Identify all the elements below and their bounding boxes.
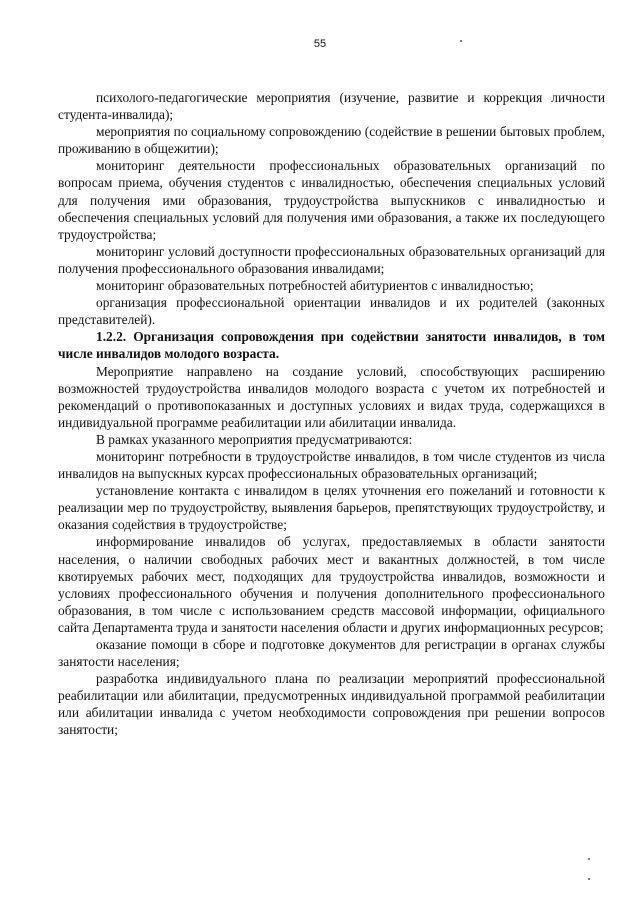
paragraph: информирование инвалидов об услугах, предоставляемых в области занятости населения, о наличии свободных рабочих мест и вакантных должностей, в том числе квотируемых рабочих мест, подходящих для трудоустройства инвалидов, возможности и условиях профессионального обучения и получения дополнительного профессионального образования, в том числе с использованием средств массовой информации, официального сайта Департамента труда и занятости населения области и других информационных ресурсов; — [58, 534, 605, 635]
paragraph: В рамках указанного мероприятия предусматриваются: — [96, 431, 413, 447]
scan-speck — [460, 40, 462, 42]
page-number: 55 — [313, 38, 327, 50]
paragraph: установление контакта с инвалидом в целях уточнения его пожеланий и готовности к реализации мер по трудоустройству, выявления барьеров, препятствующих трудоустройству, и оказания содействия в трудоустройстве; — [58, 483, 605, 533]
paragraph: мероприятия по социальному сопровождению (содействие в решении бытовых проблем, проживанию в общежитии); — [58, 124, 605, 157]
paragraph: мониторинг деятельности профессиональных образовательных организаций по вопросам приема, обучения студентов с инвалидностью, обеспечения специальных условий для получения ими образования, трудоустройства выпускников с инвалидностью и обеспечения специальных условий для получения ими образования, а также их последующего трудоустройства; — [58, 158, 605, 242]
paragraph: мониторинг образовательных потребностей абитуриентов с инвалидностью; — [96, 278, 534, 294]
section-heading: 1.2.2. Организация сопровождения при содействии занятости инвалидов, в том числе инвалидов молодого возраста. — [58, 329, 605, 362]
paragraph: разработка индивидуального плана по реализации мероприятий профессиональной реабилитации или абилитации, предусмотренных индивидуальной программой реабилитации или абилитации инвалида с учетом необходимости сопровождения при решении вопросов занятости; — [58, 671, 605, 738]
paragraph: психолого-педагогические мероприятия (изучение, развитие и коррекция личности студента-инвалида); — [58, 90, 605, 123]
scan-speck — [588, 878, 590, 880]
paragraph: мониторинг потребности в трудоустройстве инвалидов, в том числе студентов из числа инвалидов на выпускных курсах профессиональных образовательных организаций; — [58, 448, 605, 482]
paragraph: организация профессиональной ориентации инвалидов и их родителей (законных представителей). — [58, 295, 605, 328]
body-text — [58, 89, 605, 739]
paragraph: мониторинг условий доступности профессиональных образовательных организаций для получения профессионального образования инвалидами; — [58, 243, 605, 276]
scan-speck — [588, 858, 590, 860]
paragraph: Мероприятие направлено на создание условий, способствующих расширению возможностей трудоустройства инвалидов молодого возраста с учетом их потребностей и рекомендаций о противопоказанных и доступных условиях и видах труда, содержащихся в индивидуальной программе реабилитации или абилитации инвалида. — [58, 363, 605, 430]
paragraph: оказание помощи в сборе и подготовке документов для регистрации в органах службы занятости населения; — [58, 637, 605, 670]
